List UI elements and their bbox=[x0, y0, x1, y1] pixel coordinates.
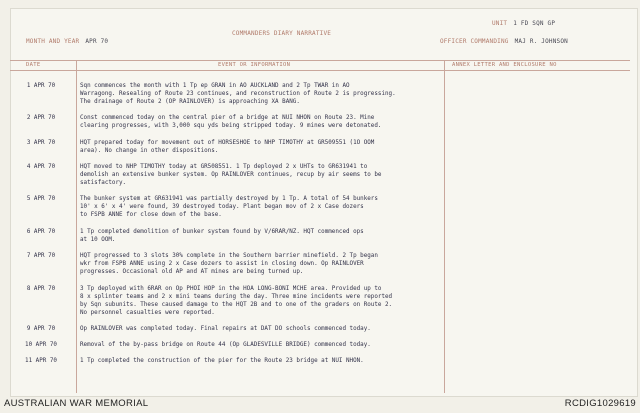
entry-date: 8 APR 70 bbox=[26, 286, 56, 292]
entry-date: 9 APR 70 bbox=[26, 326, 56, 332]
entry-date: 3 APR 70 bbox=[26, 140, 56, 146]
entry-text: 1 Tp completed demolition of bunker system found by V/6RAR/NZ. HQT commenced ops at 10 OOM. bbox=[80, 229, 364, 243]
officer-label-text: OFFICER COMMANDING bbox=[440, 38, 509, 45]
officer-commanding-value: MAJ R. JOHNSON bbox=[514, 38, 568, 45]
entry-text: HQT moved to NHP TIMOTHY today at GR508551. 1 Tp deployed 2 x UHTs to GR631941 to demolish an extensive bunker system. Op RAINLOVER continues, recup by air seems to be satisfactory. bbox=[80, 164, 382, 186]
archive-reference-number: RCDIG1029619 bbox=[564, 398, 636, 409]
entry-text: 3 Tp deployed with 6RAR on Op PHOI HOP in the HOA LONG-BONI MCHE area. Provided up to 8 x splinter teams and 2 x mini teams during the day. Three mine incidents were reported by Sqn subunits. These caused damage to the HQT 2B and to one of the graders on Route 2. No personnel casualties were reported. bbox=[80, 286, 393, 316]
date-column-header: DATE bbox=[26, 62, 41, 68]
month-year-value: APR 70 bbox=[85, 38, 109, 45]
entry-date: 6 APR 70 bbox=[26, 229, 56, 235]
officer-commanding-label bbox=[440, 38, 568, 45]
entry-date: 4 APR 70 bbox=[26, 164, 56, 170]
month-year-label bbox=[26, 38, 108, 45]
entry-date: 11 APR 70 bbox=[25, 358, 57, 364]
entry-date: 1 APR 70 bbox=[26, 83, 56, 89]
annex-column-header: ANNEX LETTER AND ENCLOSURE NO bbox=[452, 62, 557, 68]
entry-text: Const commenced today on the central pier of a bridge at NUI NHON on Route 23. Mine clearing progresses, with 3,000 squ yds being stripped today. 9 mines were detonated. bbox=[80, 115, 382, 129]
entry-text: HQT prepared today for movement out of HORSESHOE to NHP TIMOTHY at GR509551 (1O OOM area). No change in other dispositions. bbox=[80, 140, 375, 154]
entry-date: 5 APR 70 bbox=[26, 196, 56, 202]
archive-credit: AUSTRALIAN WAR MEMORIAL bbox=[4, 398, 149, 409]
unit-value: 1 FD SQN GP bbox=[513, 20, 556, 27]
entry-date: 10 APR 70 bbox=[25, 342, 57, 348]
entry-text: Removal of the by-pass bridge on Route 44 (Op GLADESVILLE BRIDGE) commenced today. bbox=[80, 342, 371, 348]
date-column-divider bbox=[76, 60, 77, 393]
table-top-rule bbox=[10, 60, 630, 61]
table-header-rule bbox=[10, 70, 630, 71]
events-column-header: EVENT OR INFORMATION bbox=[218, 62, 291, 68]
entry-text: Sqn commences the month with 1 Tp ep GRAN in AO AUCKLAND and 2 Tp TWAR in AO Warragong. Resealing of Route 23 continues, and reconstruction of Route 2 is progressing. The drainage of Route 2 (OP RAINLOVER) is approaching XA BANG. bbox=[80, 83, 396, 105]
entry-text: The bunker system at GR631941 was partially destroyed by 1 Tp. A total of 54 bunkers 10' x 6' x 4' were found, 39 destroyed today. Plant began mov of 2 x Case dozers to FSPB ANNE for close down of the base. bbox=[80, 196, 378, 218]
unit-label-text: UNIT bbox=[492, 20, 508, 27]
document-title: COMMANDERS DIARY NARRATIVE bbox=[232, 30, 332, 37]
month-label-text: MONTH AND YEAR bbox=[26, 38, 80, 45]
entry-date: 7 APR 70 bbox=[26, 253, 56, 259]
entry-text: HQT progressed to 3 slots 30% complete in the Southern barrier minefield. 2 Tp began wkr from FSPB ANNE using 2 x Case dozers to assist in closing down. Op RAINLOVER progresses. Occasional old AP and AT mines are being turned up. bbox=[80, 253, 378, 275]
entry-text: Op RAINLOVER was completed today. Final repairs at DAT DO schools commenced today. bbox=[80, 326, 371, 332]
entry-text: 1 Tp completed the construction of the pier for the Route 23 bridge at NUI NHON. bbox=[80, 358, 364, 364]
entry-date: 2 APR 70 bbox=[26, 115, 56, 121]
unit-label bbox=[492, 20, 555, 27]
